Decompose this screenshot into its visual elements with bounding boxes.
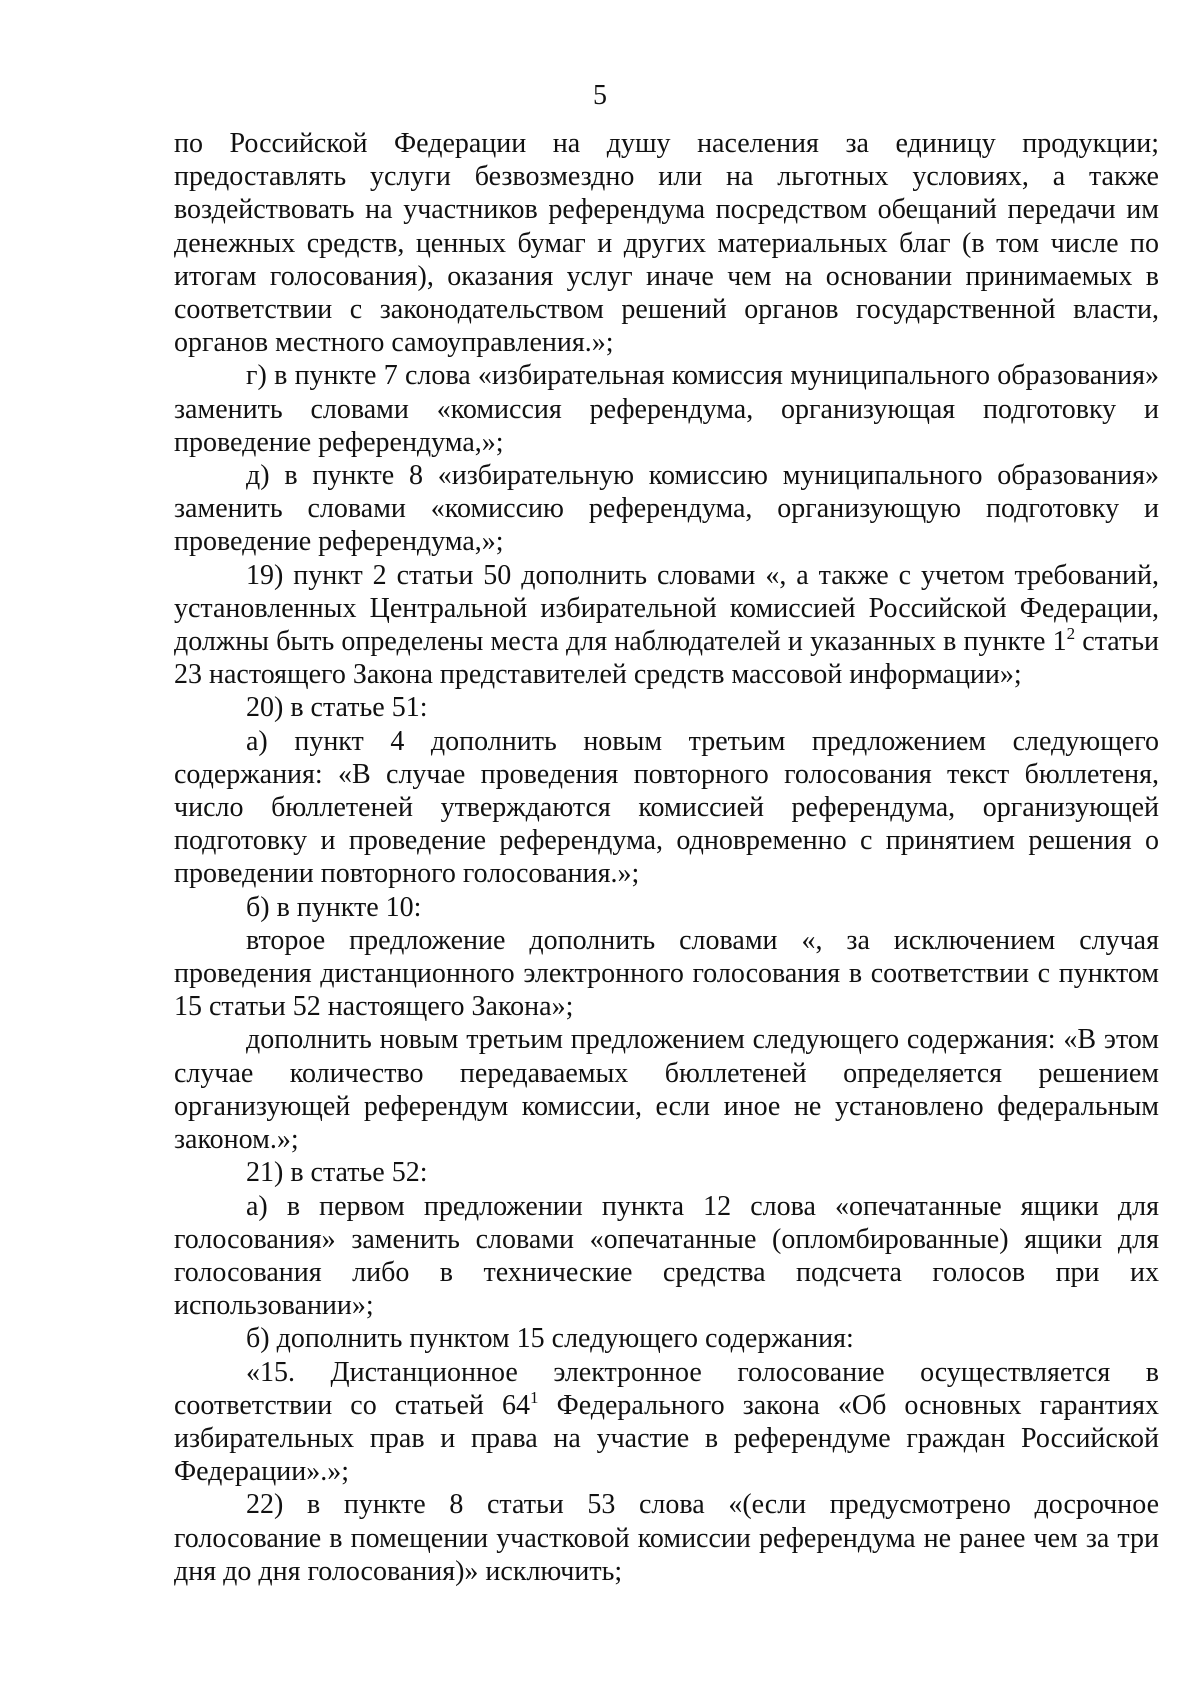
paragraph-item-20b: б) в пункте 10: <box>246 891 422 923</box>
paragraph-item-21b: б) дополнить пунктом 15 следующего содержания: <box>246 1323 854 1355</box>
paragraph-continuation: по Российской Федерации на душу населения за единицу продукции; предоставлять услуги безвозмездно или на льготных условиях, а также воздействовать на участников референдума посредством обещаний передачи им денежных средств, ценных бумаг и других материальных благ (в том числе по итогам голосования), оказания услуг иначе чем на основании принимаемых в соответствии с законодательством решений органов государственной власти, органов местного самоуправления.»; <box>174 128 1159 359</box>
superscript: 2 <box>1066 624 1076 644</box>
paragraph-item-22: 22) в пункте 8 статьи 53 слова «(если предусмотрено досрочное голосование в помещении участковой комиссии референдума не ранее чем за три дня до дня голосования)» исключить; <box>174 1489 1159 1587</box>
paragraph-item-d: д) в пункте 8 «избирательную комиссию муниципального образования» заменить словами «комиссию референдума, организующую подготовку и проведение референдума,»; <box>174 460 1159 558</box>
paragraph-item-15-quote: «15. Дистанционное электронное голосование осуществляется в соответствии со статьей $64^1$ Федерального закона «Об основных гарантиях избирательных прав и права на участие в референдуме граждан Российской Федерации».»; <box>174 1356 1160 1488</box>
paragraph-third-sentence: дополнить новым третьим предложением следующего содержания: «В этом случае количество передаваемых бюллетеней определяется решением организующей референдум комиссии, если иное не установлено федеральным законом.»; <box>174 1024 1159 1156</box>
paragraph-item-20a: а) пункт 4 дополнить новым третьим предложением следующего содержания: «В случае проведения повторного голосования текст бюллетеня, число бюллетеней утверждаются комиссией референдума, организующей подготовку и проведение референдума, одновременно с принятием решения о проведении повторного голосования.»; <box>174 725 1159 890</box>
paragraph-item-21a: а) в первом предложении пункта 12 слова «опечатанные ящики для голосования» заменить словами «опечатанные (опломбированные) ящики для голосования либо в технические средства подсчета голосов при их использовании»; <box>174 1190 1159 1322</box>
paragraph-item-g: г) в пункте 7 слова «избирательная комиссия муниципального образования» заменить словами «комиссия референдума, организующая подготовку и проведение референдума,»; <box>174 360 1159 458</box>
paragraph-item-19: 19) пункт 2 статьи 50 дополнить словами «, а также с учетом требований, установленных Центральной избирательной комиссией Российской Федерации, должны быть определены места для наблюдателей и указанных в пункте $1^2$ статьи 23 настоящего Закона представителей средств массовой информации»; <box>174 559 1159 691</box>
page-number: 5 <box>593 80 607 111</box>
paragraph-item-20: 20) в статье 51: <box>246 692 428 724</box>
paragraph-item-21: 21) в статье 52: <box>246 1157 428 1189</box>
paragraph-second-sentence: второе предложение дополнить словами «, за исключением случая проведения дистанционного электронного голосования в соответствии с пунктом 15 статьи 52 настоящего Закона»; <box>174 924 1159 1023</box>
superscript: 1 <box>530 1387 539 1407</box>
document-body <box>174 127 1159 1588</box>
